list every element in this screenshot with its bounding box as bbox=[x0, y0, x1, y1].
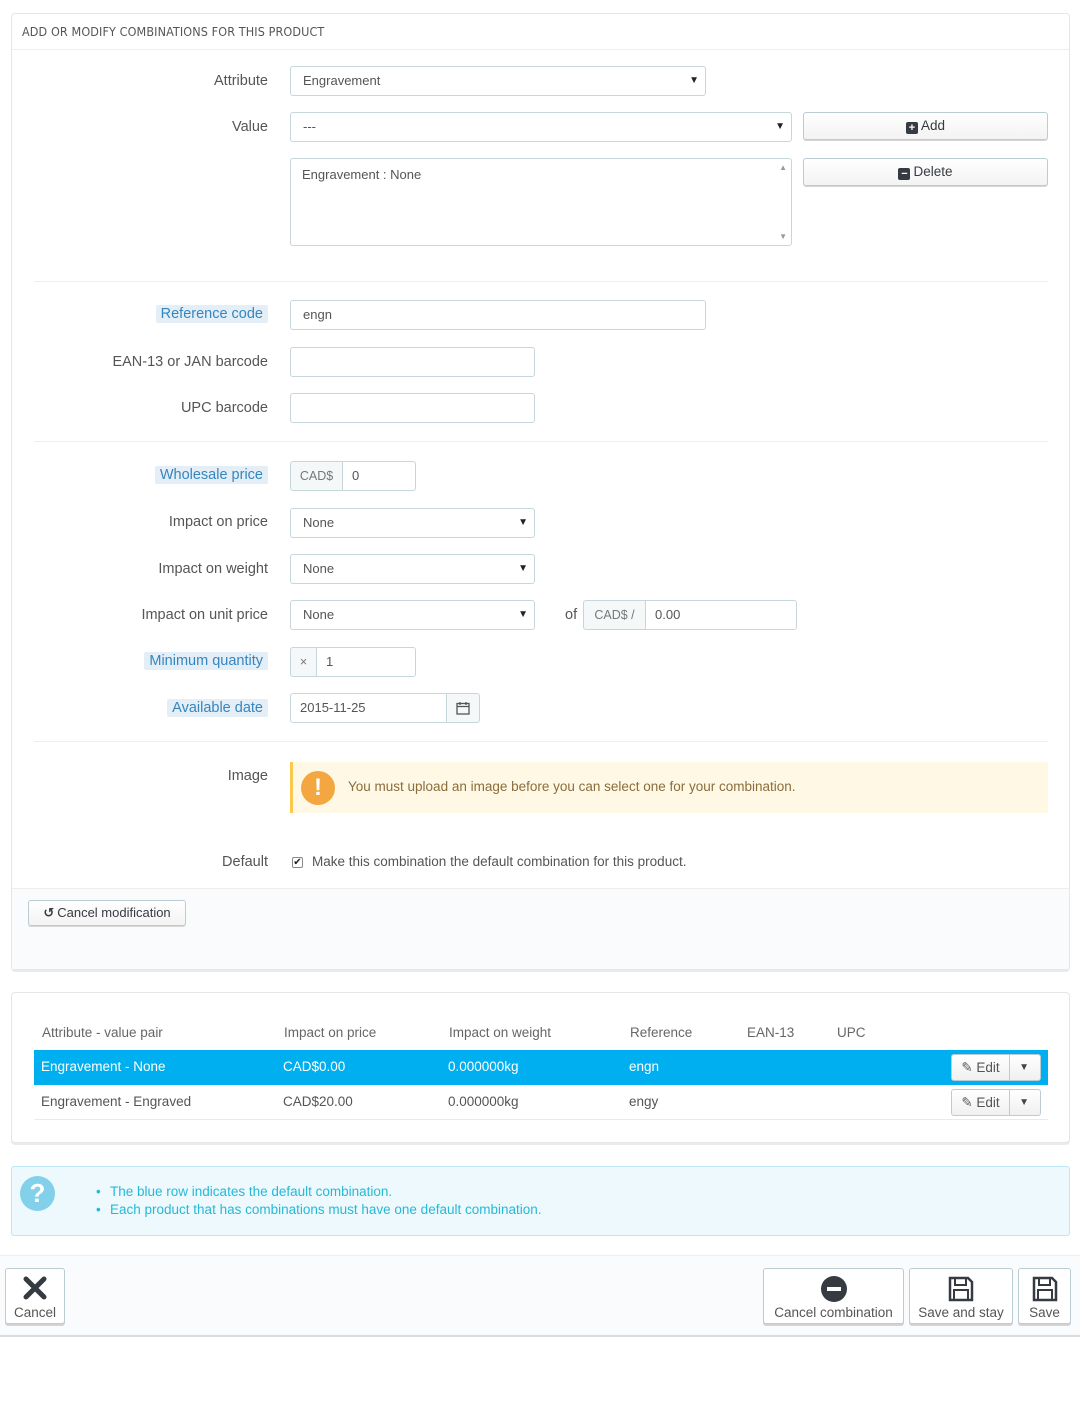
impact-price-label: Impact on price bbox=[168, 514, 268, 530]
default-checkbox-text[interactable]: Make this combination the default combination for this product. bbox=[312, 854, 687, 869]
available-date-input[interactable]: 2015-11-25 bbox=[290, 693, 447, 723]
divider bbox=[34, 441, 1048, 442]
value-select-value: --- bbox=[303, 119, 316, 134]
currency-addon: CAD$ bbox=[290, 461, 343, 491]
pencil-icon: ✎ bbox=[961, 1095, 973, 1110]
divider bbox=[34, 741, 1048, 742]
save-button[interactable] bbox=[1018, 1268, 1071, 1324]
min-qty-input[interactable]: 1 bbox=[316, 647, 416, 677]
attribute-select[interactable] bbox=[290, 66, 706, 96]
save-and-stay-label: Save and stay bbox=[918, 1305, 1004, 1320]
table-row[interactable] bbox=[34, 1050, 1048, 1085]
question-icon: ? bbox=[20, 1176, 55, 1211]
dropdown-toggle-icon[interactable]: ▼ bbox=[1019, 1062, 1029, 1073]
upc-label: UPC barcode bbox=[180, 400, 268, 416]
cell-reference: engn bbox=[629, 1059, 660, 1074]
attribute-label: Attribute bbox=[214, 73, 268, 89]
header-upc: UPC bbox=[837, 1025, 866, 1040]
save-and-stay-button[interactable] bbox=[909, 1268, 1013, 1324]
ean-input[interactable] bbox=[290, 347, 535, 377]
form-footer bbox=[12, 888, 1069, 969]
reference-label: Reference code bbox=[156, 306, 268, 322]
info-item: • The blue row indicates the default combination. bbox=[96, 1184, 393, 1199]
calendar-button[interactable] bbox=[446, 693, 480, 723]
edit-label: Edit bbox=[976, 1060, 1000, 1075]
save-label: Save bbox=[1029, 1305, 1060, 1320]
cancel-label: Cancel bbox=[13, 1305, 57, 1320]
cell-weight: 0.000000kg bbox=[448, 1059, 519, 1074]
scroll-up-icon[interactable]: ▲ bbox=[779, 163, 787, 172]
of-label: of bbox=[565, 607, 578, 623]
edit-button[interactable] bbox=[952, 1055, 1010, 1080]
wholesale-label: Wholesale price bbox=[155, 467, 268, 483]
cell-pair: Engravement - None bbox=[41, 1059, 166, 1074]
impact-weight-label: Impact on weight bbox=[158, 561, 268, 577]
impact-unit-select[interactable] bbox=[290, 600, 535, 630]
table-row[interactable] bbox=[34, 1085, 1048, 1120]
impact-price-value: None bbox=[303, 515, 335, 530]
default-checkbox[interactable]: ✔ bbox=[293, 857, 302, 868]
info-list bbox=[96, 1184, 542, 1220]
ean-label: EAN-13 or JAN barcode bbox=[112, 354, 268, 370]
impact-unit-value: None bbox=[303, 607, 335, 622]
header-attribute-pair: Attribute - value pair bbox=[42, 1025, 163, 1040]
info-item: • Each product that has combinations must have one default combination. bbox=[96, 1202, 542, 1217]
minus-circle-icon bbox=[820, 1275, 848, 1303]
info-alert bbox=[11, 1166, 1070, 1236]
cell-pair: Engravement - Engraved bbox=[41, 1094, 192, 1109]
listbox-item[interactable]: Engravement : None bbox=[302, 167, 422, 182]
chevron-down-icon: ▼ bbox=[518, 609, 528, 620]
image-label: Image bbox=[227, 768, 268, 784]
combinations-table-panel bbox=[11, 992, 1070, 1143]
header-reference: Reference bbox=[630, 1025, 693, 1040]
dropdown-toggle-icon[interactable]: ▼ bbox=[1019, 1097, 1029, 1108]
bottom-toolbar bbox=[0, 1255, 1080, 1337]
chevron-down-icon: ▼ bbox=[518, 517, 528, 528]
chevron-down-icon: ▼ bbox=[689, 75, 699, 86]
value-select[interactable] bbox=[290, 112, 792, 142]
calendar-icon bbox=[456, 701, 470, 715]
edit-button[interactable] bbox=[952, 1090, 1010, 1115]
floppy-icon bbox=[947, 1275, 975, 1303]
default-label: Default bbox=[222, 854, 268, 870]
cell-price: CAD$0.00 bbox=[283, 1059, 346, 1074]
impact-unit-label: Impact on unit price bbox=[141, 607, 268, 623]
close-icon bbox=[22, 1275, 48, 1301]
wholesale-input[interactable]: 0 bbox=[342, 461, 416, 491]
divider bbox=[34, 281, 1048, 282]
unit-price-input[interactable]: 0.00 bbox=[645, 600, 797, 630]
cancel-modification-label: Cancel modification bbox=[57, 905, 171, 920]
cell-price: CAD$20.00 bbox=[283, 1094, 353, 1109]
header-impact-weight: Impact on weight bbox=[449, 1025, 552, 1040]
plus-square-icon: + bbox=[906, 122, 918, 134]
delete-button[interactable] bbox=[803, 158, 1048, 186]
scroll-down-icon[interactable]: ▼ bbox=[779, 232, 787, 241]
impact-weight-value: None bbox=[303, 561, 335, 576]
cancel-button[interactable] bbox=[5, 1268, 65, 1324]
header-ean: EAN-13 bbox=[747, 1025, 795, 1040]
unit-currency-addon: CAD$ / bbox=[583, 600, 646, 630]
impact-price-select[interactable] bbox=[290, 508, 535, 538]
value-label: Value bbox=[231, 119, 268, 135]
minus-square-icon: − bbox=[898, 168, 910, 180]
floppy-icon bbox=[1031, 1275, 1059, 1303]
multiply-icon: × bbox=[290, 647, 317, 677]
pencil-icon: ✎ bbox=[961, 1060, 973, 1075]
exclamation-icon: ! bbox=[301, 771, 335, 805]
image-warning-alert bbox=[290, 762, 1048, 813]
chevron-down-icon: ▼ bbox=[518, 563, 528, 574]
header-impact-price: Impact on price bbox=[284, 1025, 377, 1040]
edit-label: Edit bbox=[976, 1095, 1000, 1110]
row-actions bbox=[951, 1089, 1041, 1116]
cancel-modification-button[interactable] bbox=[28, 900, 186, 926]
cell-reference: engy bbox=[629, 1094, 659, 1109]
add-button[interactable] bbox=[803, 112, 1048, 140]
cell-weight: 0.000000kg bbox=[448, 1094, 519, 1109]
bullet-icon: • bbox=[96, 1184, 101, 1199]
add-button-label: Add bbox=[920, 118, 946, 133]
combination-listbox[interactable] bbox=[290, 158, 792, 246]
bullet-icon: • bbox=[96, 1202, 101, 1217]
panel-heading: ADD OR MODIFY COMBINATIONS FOR THIS PRODUCT bbox=[12, 14, 1069, 50]
combination-form-panel bbox=[11, 13, 1070, 970]
undo-icon: ↺ bbox=[43, 905, 55, 920]
attribute-select-value: Engravement bbox=[303, 73, 381, 88]
chevron-down-icon: ▼ bbox=[775, 121, 785, 132]
image-warning-text: You must upload an image before you can select one for your combination. bbox=[348, 779, 796, 794]
impact-weight-select[interactable] bbox=[290, 554, 535, 584]
cancel-combination-label: Cancel combination bbox=[774, 1305, 893, 1320]
upc-input[interactable] bbox=[290, 393, 535, 423]
available-date-label: Available date bbox=[167, 700, 268, 716]
row-actions bbox=[951, 1054, 1041, 1081]
cancel-combination-button[interactable] bbox=[763, 1268, 904, 1324]
delete-button-label: Delete bbox=[913, 164, 953, 179]
min-qty-label: Minimum quantity bbox=[144, 653, 268, 669]
reference-input[interactable]: engn bbox=[290, 300, 706, 330]
